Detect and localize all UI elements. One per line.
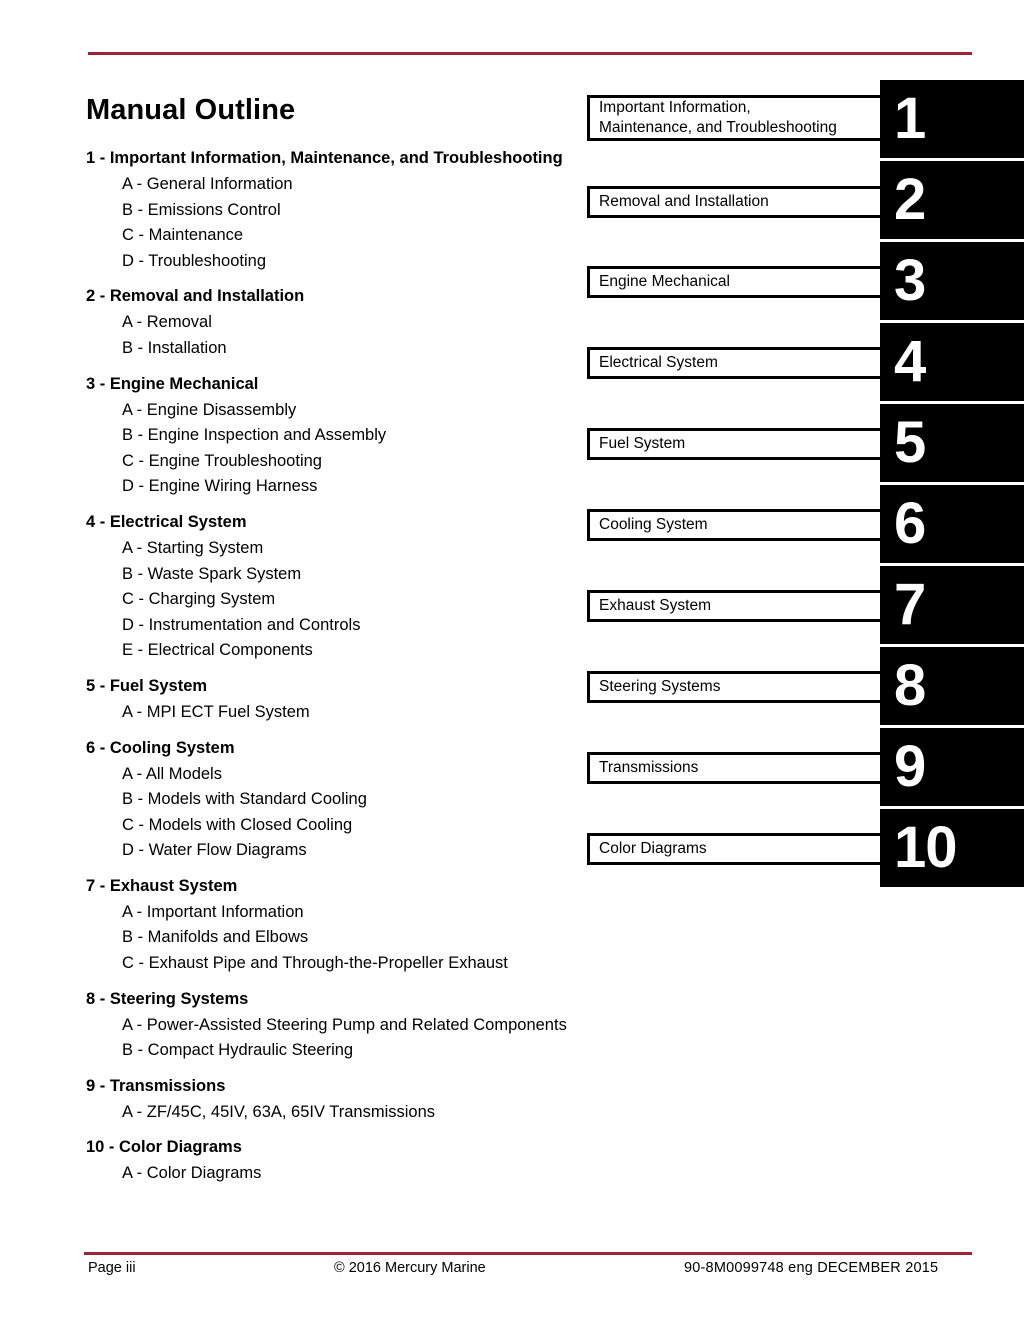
outline-subsection-item[interactable]: A - Engine Disassembly (122, 400, 297, 419)
tab-number-block[interactable] (880, 323, 1024, 401)
tab-label-line-1: Engine Mechanical (599, 273, 730, 290)
outline-subsection-item[interactable]: E - Electrical Components (122, 641, 313, 660)
outline-subsection-item[interactable]: A - Starting System (122, 538, 264, 557)
tab-label-line-1: Removal and Installation (599, 193, 769, 210)
tab-number: 10 (894, 815, 957, 880)
tab-label-box[interactable] (587, 752, 883, 784)
tab-label-box[interactable] (587, 428, 883, 460)
tab-label-box[interactable] (587, 833, 883, 865)
outline-subsection-item[interactable]: B - Manifolds and Elbows (122, 928, 309, 947)
tab-label-text (599, 98, 837, 138)
outline-subsection-item[interactable]: C - Models with Closed Cooling (122, 815, 353, 834)
tab-number-block[interactable] (880, 647, 1024, 725)
tab-number: 3 (894, 248, 926, 313)
outline-subsection-item[interactable]: C - Exhaust Pipe and Through-the-Propeller Exhaust (122, 954, 508, 973)
tab-number: 6 (894, 491, 926, 556)
outline-subsection-item[interactable]: B - Emissions Control (122, 200, 281, 219)
outline-subsection-item[interactable]: B - Waste Spark System (122, 564, 302, 583)
tab-number-block[interactable] (880, 809, 1024, 887)
footer-page-number: Page iii (88, 1260, 136, 1276)
footer-part-number: 90-8M0099748 eng DECEMBER 2015 (684, 1260, 939, 1276)
outline-section (86, 1074, 576, 1126)
outline-subsection-item[interactable]: D - Engine Wiring Harness (122, 477, 318, 496)
outline-subsection-item[interactable]: A - ZF/45C, 45IV, 63A, 65IV Transmissions (122, 1102, 436, 1121)
outline-subsection-item[interactable]: D - Troubleshooting (122, 251, 266, 270)
tab-number-block[interactable] (880, 242, 1024, 320)
outline-section-title[interactable]: 1 - Important Information, Maintenance, and Troubleshooting (86, 149, 563, 167)
outline-section-title[interactable]: 2 - Removal and Installation (86, 287, 305, 306)
tab-label-box[interactable] (587, 186, 883, 218)
outline-section-title[interactable]: 10 - Color Diagrams (86, 1138, 242, 1157)
tab-label-line-1: Transmissions (599, 759, 699, 776)
tab-number: 9 (894, 734, 926, 799)
outline-subsection-item[interactable]: A - All Models (122, 764, 222, 783)
tab-label-line-1: Important Information, (599, 99, 751, 116)
outline-subsection-item[interactable]: A - MPI ECT Fuel System (122, 702, 310, 721)
tab-label-box[interactable] (587, 95, 883, 141)
footer-copyright: © 2016 Mercury Marine (334, 1260, 486, 1276)
outline-subsection-item[interactable]: C - Engine Troubleshooting (122, 451, 322, 470)
outline-subsection-item[interactable]: A - General Information (122, 175, 293, 193)
tab-label-text (599, 353, 718, 373)
outline-subsection-item[interactable]: A - Removal (122, 313, 212, 332)
tab-label-box[interactable] (587, 671, 883, 703)
tab-label-text (599, 272, 730, 292)
tab-number-block[interactable] (880, 566, 1024, 644)
tab-label-text (599, 839, 707, 859)
tab-label-text (599, 596, 711, 616)
tab-label-line-1: Exhaust System (599, 597, 711, 614)
outline-section (86, 1135, 576, 1187)
tab-label-text (599, 434, 685, 454)
outline-subsection-item[interactable]: C - Charging System (122, 590, 276, 609)
tab-label-box[interactable] (587, 347, 883, 379)
outline-subsection-item[interactable]: B - Installation (122, 338, 227, 357)
outline-subsection-item[interactable]: B - Compact Hydraulic Steering (122, 1041, 354, 1060)
outline-section-title[interactable]: 8 - Steering Systems (86, 989, 249, 1008)
outline-section-title[interactable]: 5 - Fuel System (86, 676, 208, 695)
tab-number: 7 (894, 572, 926, 637)
tab-number-block[interactable] (880, 404, 1024, 482)
tab-label-box[interactable] (587, 509, 883, 541)
tab-label-text (599, 677, 720, 697)
page-title: Manual Outline (86, 94, 296, 127)
tab-label-text (599, 515, 708, 535)
outline-subsection-item[interactable]: C - Maintenance (122, 226, 244, 245)
tab-label-line-1: Electrical System (599, 354, 718, 371)
tab-number: 4 (894, 329, 926, 394)
outline-subsection-item[interactable]: D - Instrumentation and Controls (122, 615, 361, 634)
tab-number-block[interactable] (880, 161, 1024, 239)
tab-label-box[interactable] (587, 590, 883, 622)
outline-subsection-item[interactable]: A - Power-Assisted Steering Pump and Related Components (122, 1015, 567, 1034)
tab-number-block[interactable] (880, 80, 1024, 158)
tab-number-block[interactable] (880, 485, 1024, 563)
outline-subsection-item[interactable]: B - Engine Inspection and Assembly (122, 426, 387, 445)
tab-label-box[interactable] (587, 266, 883, 298)
tab-label-line-2: Maintenance, and Troubleshooting (599, 119, 837, 136)
tab-number-block[interactable] (880, 728, 1024, 806)
outline-subsection-item[interactable]: A - Color Diagrams (122, 1164, 262, 1183)
outline-section-title[interactable]: 6 - Cooling System (86, 738, 235, 757)
tab-label-line-1: Cooling System (599, 516, 708, 533)
outline-section (86, 987, 576, 1064)
tab-label-line-1: Fuel System (599, 435, 686, 452)
tab-number: 2 (894, 167, 926, 232)
outline-section-title[interactable]: 7 - Exhaust System (86, 876, 238, 895)
tab-number: 1 (894, 86, 926, 151)
outline-subsection-item[interactable]: A - Important Information (122, 902, 304, 921)
tab-label-text (599, 758, 698, 778)
tab-number: 5 (894, 410, 926, 475)
outline-section-title[interactable]: 9 - Transmissions (86, 1076, 226, 1095)
tab-label-line-1: Steering Systems (599, 678, 721, 695)
tab-label-text (599, 192, 769, 212)
outline-section-title[interactable]: 4 - Electrical System (86, 512, 247, 531)
tab-label-line-1: Color Diagrams (599, 840, 707, 857)
outline-section-title[interactable]: 3 - Engine Mechanical (86, 374, 259, 393)
tab-number: 8 (894, 653, 926, 718)
footer-rule (84, 1252, 972, 1255)
outline-subsection-item[interactable]: D - Water Flow Diagrams (122, 841, 307, 860)
outline-subsection-item[interactable]: B - Models with Standard Cooling (122, 790, 367, 809)
